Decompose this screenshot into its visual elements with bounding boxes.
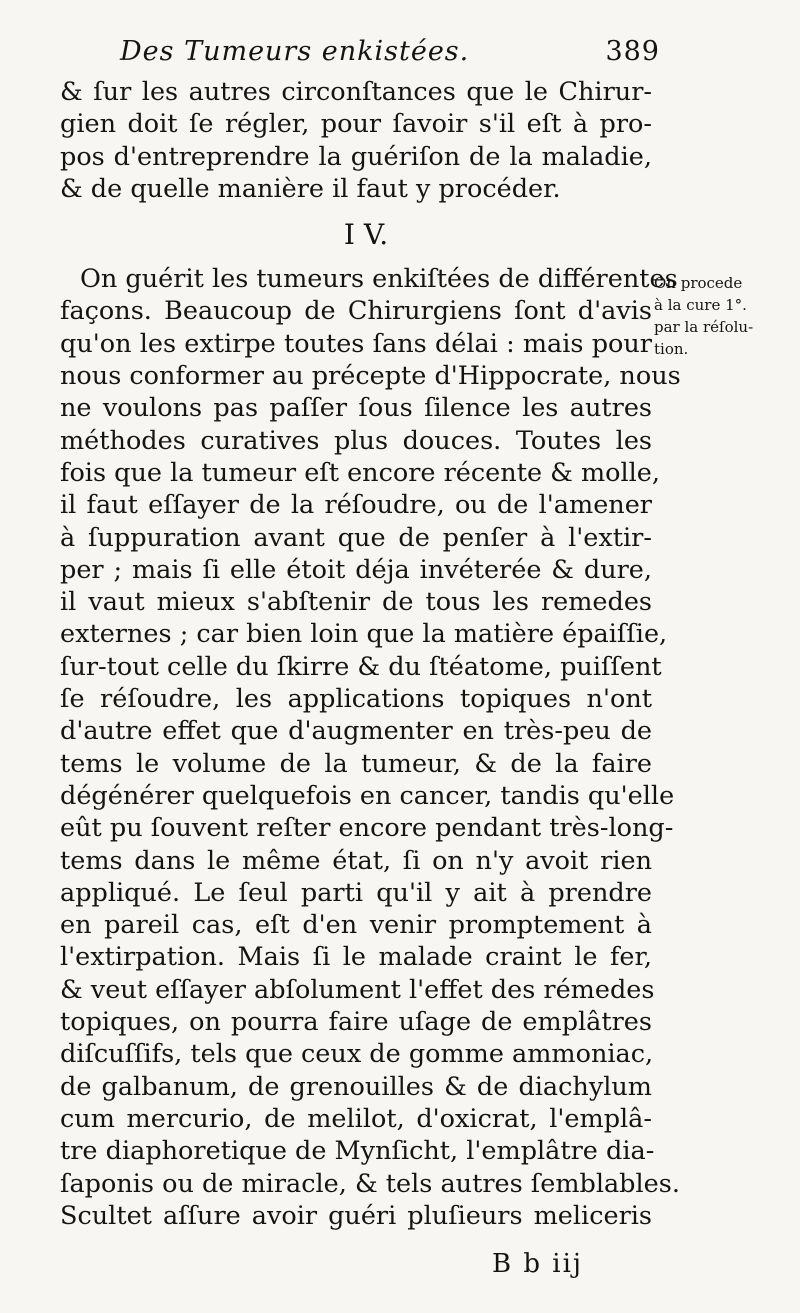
text-line: ſur-tout celle du ſkirre & du ſtéatome, puiſſent: [60, 651, 662, 682]
text-line: l'extirpation. Mais ſi le malade craint le fer,: [60, 942, 652, 973]
text-line: cum mercurio, de melilot, d'oxicrat, l'emplâ-: [60, 1103, 652, 1134]
text-line: pos d'entreprendre la guériſon de la maladie,: [60, 141, 652, 172]
text-line: nous conformer au précepte d'Hippocrate, nous: [60, 361, 681, 392]
text-line: On guérit les tumeurs enkiſtées de différentes: [80, 264, 678, 295]
text-line: ne voulons pas paſſer ſous ſilence les autres: [60, 393, 652, 424]
text-line: Scultet aſſure avoir guéri pluſieurs meliceris: [60, 1200, 652, 1231]
text-line: per ; mais ſi elle étoit déja invéterée & dure,: [60, 554, 652, 585]
text-line: ſe réſoudre, les applications topiques n'ont: [60, 684, 652, 715]
text-line: appliqué. Le ſeul parti qu'il y ait à prendre: [60, 877, 652, 908]
text-line: méthodes curatives plus douces. Toutes les: [60, 425, 652, 456]
section-heading: I V.: [343, 218, 389, 252]
text-line: & veut eſſayer abſolument l'effet des rémedes: [60, 974, 655, 1005]
text-line: qu'on les extirpe toutes ſans délai : mais pour: [60, 328, 652, 359]
margin-note-line: à la cure 1°.: [654, 296, 747, 314]
text-line: façons. Beaucoup de Chirurgiens ſont d'avis: [60, 296, 652, 327]
signature-mark: B b iij: [492, 1249, 583, 1279]
text-line: à ſuppuration avant que de penſer à l'extir-: [60, 522, 652, 553]
margin-note: [654, 272, 789, 360]
margin-note-line: tion.: [654, 340, 689, 358]
text-line: topiques, on pourra faire uſage de emplâtres: [60, 1007, 652, 1038]
text-line: tems le volume de la tumeur, & de la faire: [60, 748, 652, 779]
text-line: dégénérer quelquefois en cancer, tandis qu'elle: [60, 780, 675, 811]
text-line: ſaponis ou de miracle, & tels autres ſemblables.: [60, 1168, 680, 1199]
text-line: de galbanum, de grenouilles & de diachylum: [60, 1071, 652, 1102]
running-head-title: Des Tumeurs enkistées.: [120, 36, 470, 67]
margin-note-line: On procede: [654, 274, 743, 292]
text-line: gien doit ſe régler, pour ſavoir s'il eſt à pro-: [60, 109, 652, 140]
text-line: eût pu ſouvent reſter encore pendant très-long-: [60, 813, 674, 844]
text-line: il vaut mieux s'abſtenir de tous les remedes: [60, 587, 652, 618]
margin-note-line: par la réſolu-: [654, 318, 754, 336]
text-line: externes ; car bien loin que la matière épaiſſie,: [60, 619, 668, 650]
main-text-block: [60, 76, 681, 1232]
text-line: d'autre effet que d'augmenter en très-peu de: [60, 716, 652, 747]
text-line: en pareil cas, eſt d'en venir promptement à: [60, 910, 652, 941]
running-head: [120, 36, 660, 76]
text-line: il faut eſſayer de la réſoudre, ou de l'amener: [60, 490, 652, 521]
text-line: & ſur les autres circonſtances que le Chirur-: [60, 77, 652, 107]
text-line: & de quelle manière il faut y procéder.: [60, 173, 561, 204]
text-line: diſcuſſifs, tels que ceux de gomme ammoniac,: [60, 1039, 654, 1070]
text-line: fois que la tumeur eſt encore récente & molle,: [60, 457, 660, 488]
page-number: 389: [605, 36, 660, 67]
text-line: tems dans le même état, ſi on n'y avoit rien: [60, 845, 652, 876]
text-line: tre diaphoretique de Mynſicht, l'emplâtre dia-: [60, 1136, 655, 1167]
